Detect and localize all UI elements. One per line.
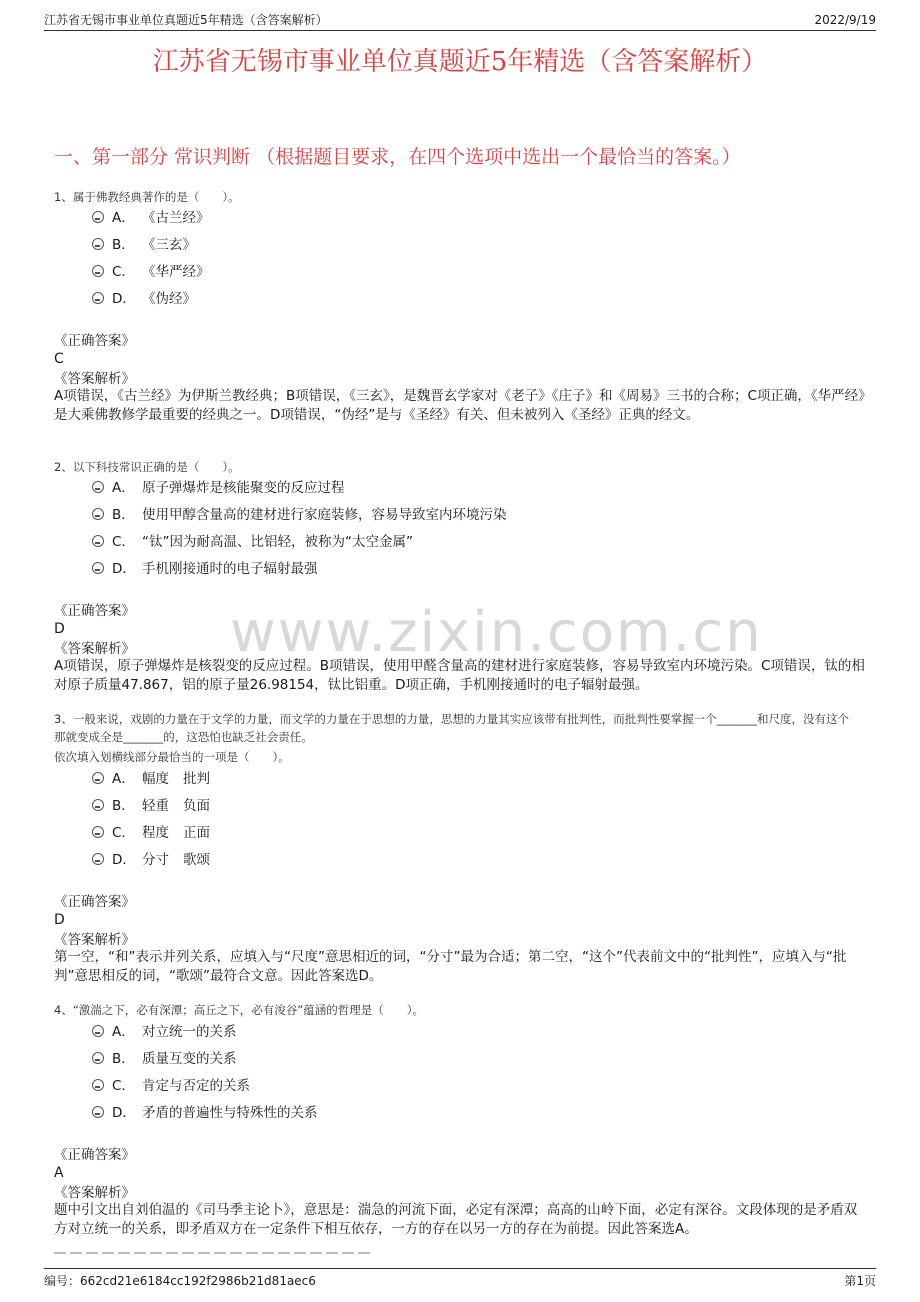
radio-icon[interactable]	[92, 1025, 104, 1037]
radio-icon[interactable]	[92, 853, 104, 865]
explanation-label: 《答案解析》	[54, 1185, 135, 1201]
option-c[interactable]: C． 程度 正面	[92, 823, 210, 843]
radio-icon[interactable]	[92, 508, 104, 520]
radio-icon[interactable]	[92, 772, 104, 784]
radio-icon[interactable]	[92, 535, 104, 547]
option-c[interactable]: C． 肯定与否定的关系	[92, 1076, 250, 1096]
explanation-text: A项错误，原子弹爆炸是核裂变的反应过程。B项错误，使用甲醛含量高的建材进行家庭装修，容易导致室内环境污染。C项错误，钛的相对原子质量47.867，铝的原子量26.98154，钛比铝重。D项正确，手机刚接通时的电子辐射最强。	[54, 658, 865, 693]
radio-icon[interactable]	[92, 1052, 104, 1064]
option-a[interactable]: A． 原子弹爆炸是核能聚变的反应过程	[92, 478, 345, 498]
radio-icon[interactable]	[92, 265, 104, 277]
explanation-label: 《答案解析》	[54, 932, 135, 948]
radio-icon[interactable]	[92, 481, 104, 493]
radio-icon[interactable]	[92, 238, 104, 250]
radio-icon[interactable]	[92, 562, 104, 574]
question-instruction: 依次填入划横线部分最恰当的一项是（ ）。	[54, 750, 290, 764]
watermark: www.zixin.com.cn	[230, 600, 763, 665]
option-d[interactable]: D． 手机刚接通时的电子辐射最强	[92, 559, 318, 579]
section-heading: 一、第一部分 常识判断 （根据题目要求，在四个选项中选出一个最恰当的答案。）	[54, 146, 741, 168]
radio-icon[interactable]	[92, 211, 104, 223]
option-d[interactable]: D． 分寸 歌颂	[92, 850, 210, 870]
question-stem: 3、一般来说，戏剧的力量在于文学的力量，而文学的力量在于思想的力量，思想的力量其实应该带有批判性，而批判性要掌握一个_______和尺度，没有这个那就变成全是_______的，这恐怕也缺乏社会责任。	[54, 712, 850, 744]
header-date: 2022/9/19	[814, 13, 876, 27]
answer-label: 《正确答案》	[54, 333, 135, 349]
option-a[interactable]: A． 《古兰经》	[92, 208, 210, 228]
radio-icon[interactable]	[92, 1079, 104, 1091]
radio-icon[interactable]	[92, 799, 104, 811]
document-title: 江苏省无锡市事业单位真题近5年精选（含答案解析）	[152, 47, 768, 77]
explanation-text: A项错误，《古兰经》为伊斯兰教经典；B项错误，《三玄》，是魏晋玄学家对《老子》《庄子》和《周易》三书的合称；C项正确，《华严经》是大乘佛教修学最重要的经典之一。D项错误，“伪经”是与《圣经》有关、但未被列入《圣经》正典的经文。	[54, 388, 865, 423]
option-b[interactable]: B． 使用甲醇含量高的建材进行家庭装修，容易导致室内环境污染	[92, 505, 507, 525]
option-b[interactable]: B． 《三玄》	[92, 235, 196, 255]
explanation-text: 第一空，“和”表示并列关系，应填入与“尺度”意思相近的词，“分寸”最为合适；第二空，“这个”代表前文中的“批判性”，应填入与“批判”意思相反的词，“歌颂”最符合文意。因此答案选D。	[54, 949, 847, 984]
answer-value: C	[54, 351, 64, 367]
radio-icon[interactable]	[92, 292, 104, 304]
answer-value: D	[54, 912, 65, 928]
question-stem: 1、属于佛教经典著作的是（ ）。	[54, 190, 240, 204]
page-footer	[44, 1268, 876, 1289]
answer-value: D	[54, 621, 65, 637]
option-a[interactable]: A． 对立统一的关系	[92, 1022, 237, 1042]
next-question-cutoff	[54, 1249, 374, 1255]
footer-page-number: 第1页	[844, 1274, 876, 1288]
header-doc-title: 江苏省无锡市事业单位真题近5年精选（含答案解析）	[44, 13, 328, 27]
option-b[interactable]: B． 轻重 负面	[92, 796, 210, 816]
answer-label: 《正确答案》	[54, 894, 135, 910]
answer-value: A	[54, 1165, 64, 1181]
explanation-text: 题中引文出自刘伯温的《司马季主论卜》，意思是：湍急的河流下面，必定有深潭；高高的山岭下面，必定有深谷。文段体现的是矛盾双方对立统一的关系，即矛盾双方在一定条件下相互依存，一方的存在以另一方的存在为前提。因此答案选A。	[54, 1202, 858, 1237]
radio-icon[interactable]	[92, 1106, 104, 1118]
answer-label: 《正确答案》	[54, 603, 135, 619]
page-header	[44, 10, 876, 31]
option-d[interactable]: D． 《伪经》	[92, 289, 196, 309]
answer-label: 《正确答案》	[54, 1147, 135, 1163]
option-c[interactable]: C． “钛”因为耐高温、比铝轻，被称为“太空金属”	[92, 532, 413, 552]
question-stem: 2、以下科技常识正确的是（ ）。	[54, 460, 240, 474]
radio-icon[interactable]	[92, 826, 104, 838]
option-d[interactable]: D． 矛盾的普遍性与特殊性的关系	[92, 1103, 318, 1123]
footer-doc-id: 编号：662cd21e6184cc192f2986b21d81aec6	[44, 1274, 316, 1288]
explanation-label: 《答案解析》	[54, 371, 135, 387]
option-b[interactable]: B． 质量互变的关系	[92, 1049, 237, 1069]
option-a[interactable]: A． 幅度 批判	[92, 769, 210, 789]
question-stem: 4、“激湍之下，必有深潭；高丘之下，必有浚谷”蕴涵的哲理是（ ）。	[54, 1003, 424, 1017]
option-c[interactable]: C． 《华严经》	[92, 262, 210, 282]
explanation-label: 《答案解析》	[54, 641, 135, 657]
